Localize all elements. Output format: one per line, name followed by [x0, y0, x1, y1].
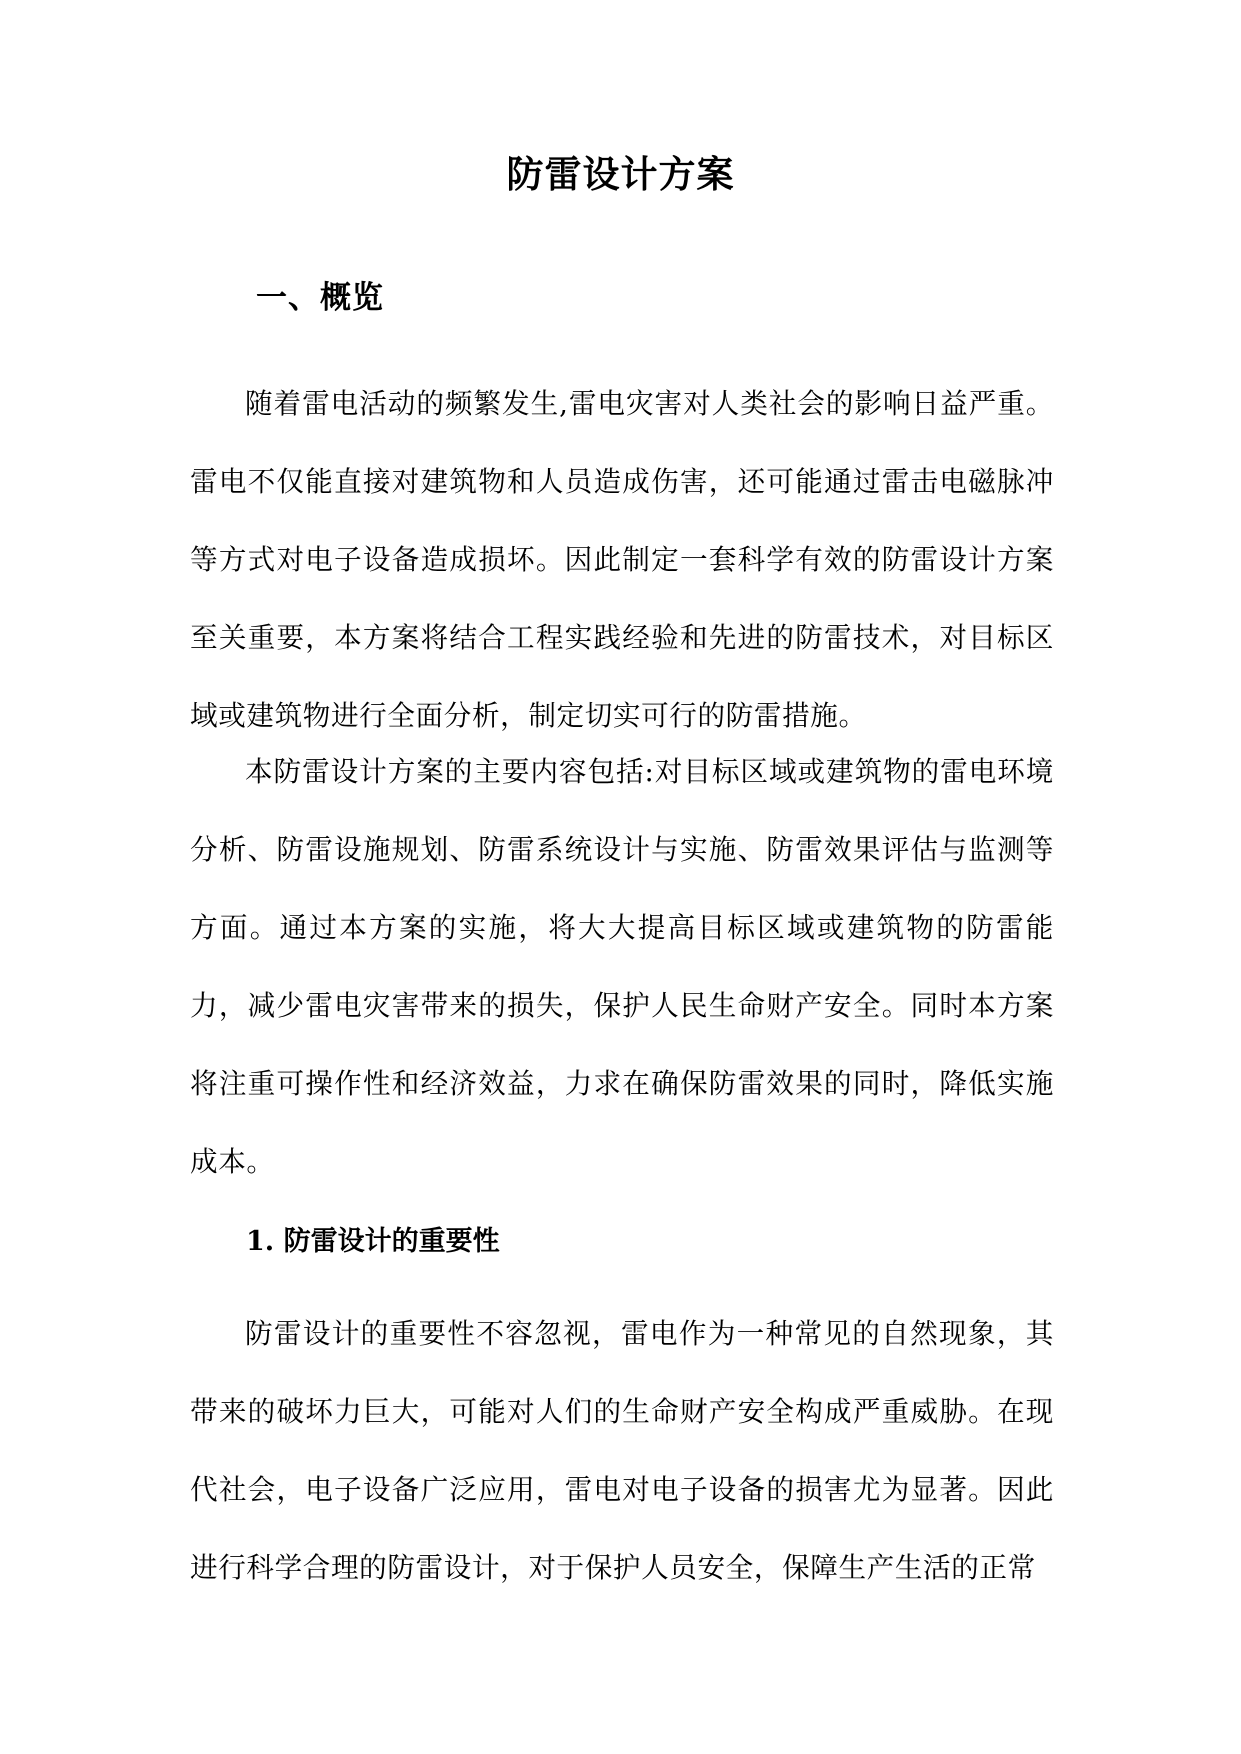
paragraph-importance-1: 防雷设计的重要性不容忽视，雷电作为一种常见的自然现象，其带来的破坏力巨大，可能对人们的生命财产安全构成严重威胁。在现代社会，电子设备广泛应用，雷电对电子设备的损害尤为显著。因此进行科学合理的防雷设计，对于保护人员安全，保障生产生活的正常	[190, 1317, 1054, 1584]
section-heading-overview: 一、概览	[256, 280, 384, 316]
subsection-heading-importance: 1. 防雷设计的重要性	[246, 1226, 500, 1257]
paragraph-overview-2: 本防雷设计方案的主要内容包括:对目标区域或建筑物的雷电环境分析、防雷设施规划、防雷系统设计与实施、防雷效果评估与监测等方面。通过本方案的实施，将大大提高目标区域或建筑物的防雷能力，减少雷电灾害带来的损失，保护人民生命财产安全。同时本方案将注重可操作性和经济效益，力求在确保防雷效果的同时，降低实施成本。	[190, 755, 1054, 1178]
document-title: 防雷设计方案	[506, 152, 735, 196]
paragraph-overview-1: 随着雷电活动的频繁发生,雷电灾害对人类社会的影响日益严重。雷电不仅能直接对建筑物和人员造成伤害，还可能通过雷击电磁脉冲等方式对电子设备造成损坏。因此制定一套科学有效的防雷设计方案至关重要，本方案将结合工程实践经验和先进的防雷技术，对目标区域或建筑物进行全面分析，制定切实可行的防雷措施。	[190, 387, 1054, 732]
